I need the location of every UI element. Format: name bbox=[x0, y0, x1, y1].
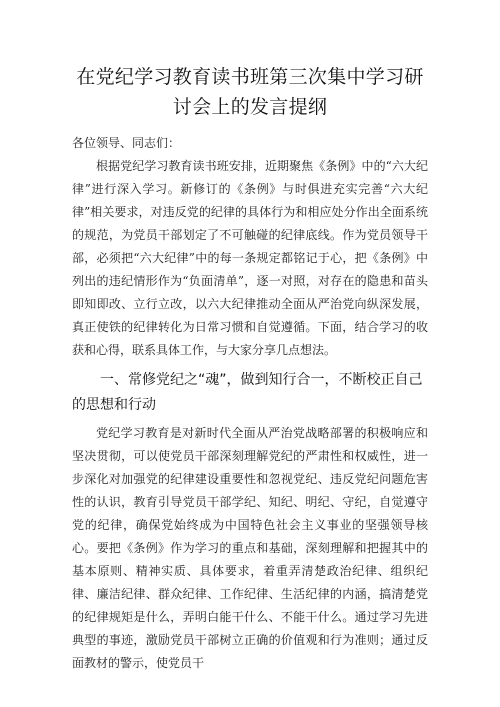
title-spacer bbox=[72, 122, 428, 132]
title-line-1: 在党纪学习教育读书班第三次集中学习研 bbox=[76, 66, 424, 88]
section-heading-1: 一、常修党纪之“魂”，做到知行合一，不断校正自己的思想和行动 bbox=[72, 372, 423, 413]
body-paragraph-2: 党纪学习教育是对新时代全面从严治党战略部署的积极响应和坚决贯彻，可以使党员干部深刻理解党纪的严肃性和权威性，进一步深化对加强党的纪律建设重要性和忽视党纪、违反党纪问题危害性的认识，教育引导党员干部学纪、知纪、明纪、守纪，自觉遵守党的纪律，确保党始终成为中国特色社会主义事业的坚强领导核心。要把《条例》作为学习的重点和基础，深刻理解和把握其中的基本原则、精神实质、具体要求，着重弄清楚政治纪律、组织纪律、廉洁纪律、群众纪律、工作纪律、生活纪律的内涵，搞清楚党的纪律规矩是什么，弄明白能干什么、不能干什么。通过学习先进典型的事迹，激励党员干部树立正确的价值观和行为准则；通过反面教材的警示，使党员干 bbox=[72, 426, 428, 670]
salutation: 各位领导、同志们： bbox=[72, 136, 181, 150]
body-paragraph-1: 根据党纪学习教育读书班安排，近期聚焦《条例》中的“六大纪律”进行深入学习。新修订的《条例》与时俱进充实完善“六大纪律”相关要求，对违反党的纪律的具体行为和相应处分作出全面系统的规范，为党员干部划定了不可触碰的纪律底线。作为党员领导干部，必须把“六大纪律”中的每一条规定都铭记于心，把《条例》中列出的违纪情形作为“负面清单”，逐一对照，对存在的隐患和苗头即知即改、立行立改，以六大纪律推动全面从严治党向纵深发展，真正使铁的纪律转化为日常习惯和自觉遵循。下面，结合学习的收获和心得，联系具体工作，与大家分享几点想法。 bbox=[72, 159, 428, 357]
document-title bbox=[72, 62, 428, 122]
title-line-2: 讨会上的发言提纲 bbox=[172, 96, 328, 118]
